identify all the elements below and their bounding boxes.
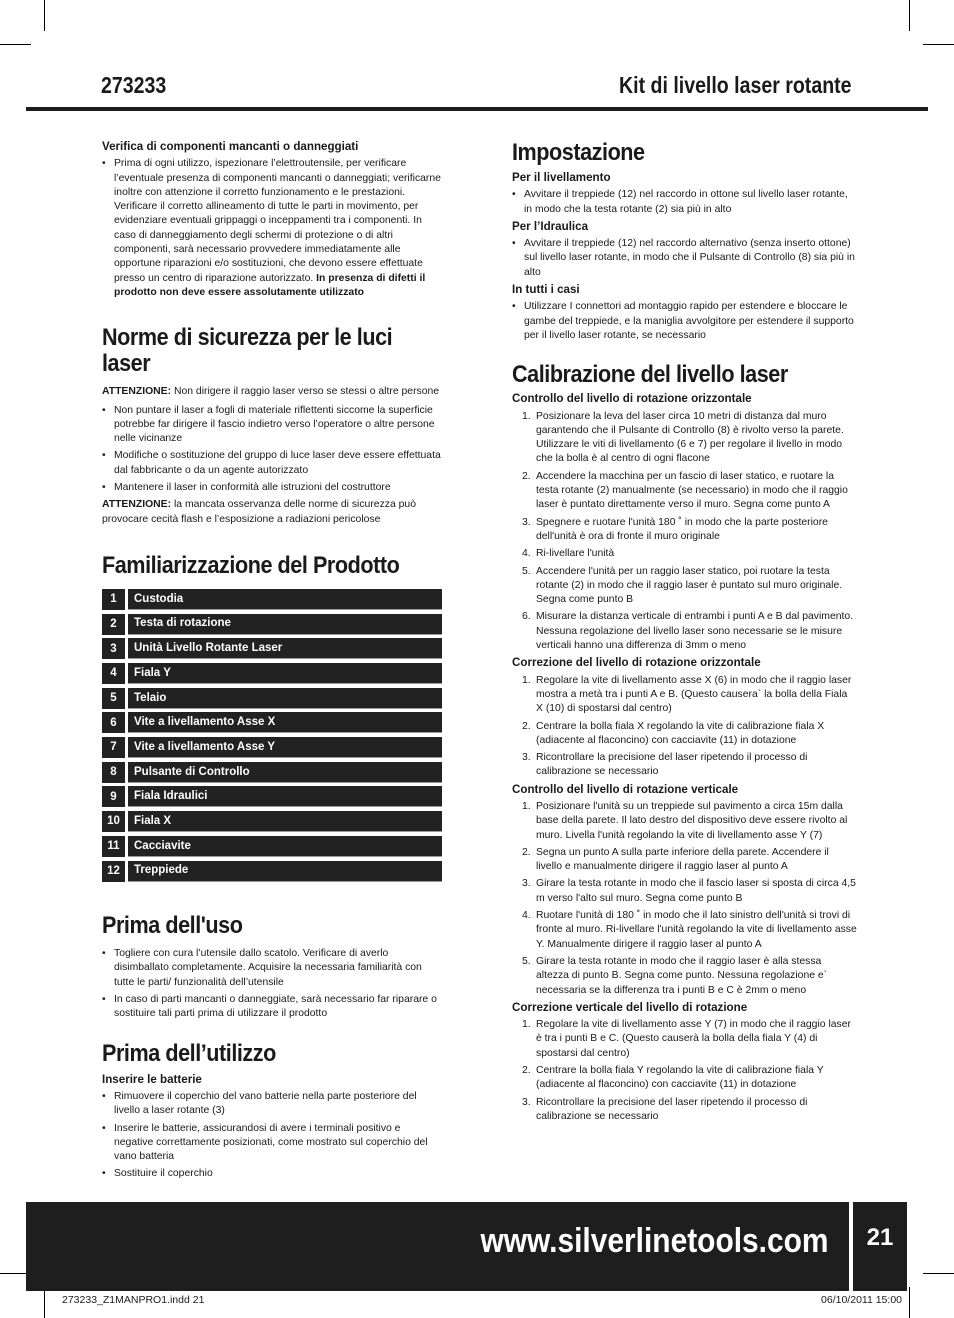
header-rule xyxy=(26,107,928,111)
file-slug: 273233_Z1MANPRO1.indd 21 xyxy=(62,1294,205,1306)
page-title: Kit di livello laser rotante xyxy=(619,72,852,98)
calibration-steps xyxy=(512,1018,857,1124)
table-row: 8 Pulsante di Controllo xyxy=(102,762,442,783)
batteries-subtitle: Inserire le batterie xyxy=(102,1072,202,1086)
list-item: 1. Regolare la vite di livellamento asse X (6) in modo che il raggio laser mostra a metà tra i punti A e B. (Questo causera` la bolla della Fiala X (10) di spostarsi dal centro) xyxy=(522,674,852,715)
list-item: • Avvitare il treppiede (12) nel raccordo alternativo (senza inserto ottone) sul livello laser rotante, in modo che il Pulsante di Controllo (8) sia più in alto xyxy=(512,237,857,280)
safety-list xyxy=(102,404,442,496)
product-number: 273233 xyxy=(101,72,167,98)
setup-heading: Impostazione xyxy=(512,139,645,166)
table-row: 9 Fiala Idraulici xyxy=(102,786,442,807)
crop-mark xyxy=(44,1287,45,1318)
table-row: 10 Fiala X xyxy=(102,811,442,832)
crop-mark xyxy=(44,0,45,31)
crop-mark xyxy=(909,1287,910,1318)
parts-table xyxy=(102,589,442,882)
list-item: 3. Ricontrollare la precisione del laser ripetendo il processo di calibrazione se necessario xyxy=(522,1096,808,1122)
left-column xyxy=(102,140,442,1185)
list-item: 1. Posizionare l'unità su un treppiede sul pavimento a circa 15m dalla base della parete. Il lato destro del dispositivo deve essere rivolto al muro. Livella l'unità regolando la vite di livellamento asse Y (7) xyxy=(522,800,848,841)
website-link[interactable]: www.silverlinetools.com xyxy=(480,1222,829,1260)
check-subtitle: Verifica di componenti mancanti o danneggiati xyxy=(102,140,359,153)
list-item: 2. Centrare la bolla fiala X regolando la vite di calibrazione fiala X (adiacente al flaconcino) con cacciavite (11) in dotazione xyxy=(522,720,825,746)
setup-subtitle: Per il livellamento xyxy=(512,171,611,184)
crop-mark xyxy=(923,44,954,45)
table-row: 7 Vite a livellamento Asse Y xyxy=(102,737,442,758)
list-item: 6. Misurare la distanza verticale di entrambi i punti A e B dal pavimento. Nessuna regolazione del livello laser sono necessarie se le misure verticali hanno una differenza di 3mm o meno xyxy=(522,611,854,652)
setup-list xyxy=(512,237,857,280)
check-list xyxy=(102,157,442,300)
calibration-subtitle: Correzione del livello di rotazione orizzontale xyxy=(512,656,761,670)
crop-mark xyxy=(909,0,910,31)
setup-subtitle: Per l’Idraulica xyxy=(512,219,589,233)
table-row: 6 Vite a livellamento Asse X xyxy=(102,712,442,733)
list-item: 4. Ruotare l'unità di 180 ˚ in modo che il lato sinistro dell'unità si trovi di fronte al muro. Ri-livellare l'unità regolando la vite di livellamento asse Y. Manualmente dirigere il raggio laser al punto A xyxy=(522,910,857,950)
safety-warning: ATTENZIONE: Non dirigere il raggio laser verso se stessi o altre persone xyxy=(102,386,440,398)
table-row: 5 Telaio xyxy=(102,688,442,709)
list-item: 2. Segna un punto A sulla parte inferiore della parete. Accendere il livello e manualmente dirigere il raggio laser al punto A xyxy=(522,846,829,873)
calibration-heading: Calibrazione del livello laser xyxy=(512,361,788,389)
list-item: • Rimuovere il coperchio del vano batterie nella parte posteriore del livello a laser rotante (3) xyxy=(102,1090,442,1119)
calibration-subtitle: Controllo del livello di rotazione verticale xyxy=(512,782,739,796)
list-item: 2. Accendere la macchina per un fascio di laser statico, e ruotare la testa rotante (2) manualmente (se necessario) in modo che il raggio laser è puntato direttamente verso il muro. Segna come punto A xyxy=(522,470,848,511)
crop-mark xyxy=(923,1273,954,1274)
list-item: 5. Accendere l'unità per un raggio laser statico, poi ruotare la testa rotante (2) in modo che il raggio laser è puntato sul muro originale. Segna come punto B xyxy=(522,565,843,606)
list-item: • Non puntare il laser a fogli di materiale riflettenti siccome la superficie potrebbe far dirigere il fascio indietro verso l’operatore o altre persone nelle vicinanze xyxy=(102,404,442,447)
calibration-subtitle: Correzione verticale del livello di rotazione xyxy=(512,1000,748,1014)
list-item: • Modifiche o sostituzione del gruppo di luce laser deve essere effettuata dal fabbricante o da un agente autorizzato xyxy=(102,449,442,478)
setup-list xyxy=(512,188,857,217)
list-item: 3. Girare la testa rotante in modo che il fascio laser si sposta di circa 4,5 m verso l'alto sul muro. Segna come punto B xyxy=(522,878,856,904)
table-row: 4 Fiala Y xyxy=(102,663,442,684)
safety-heading: Norme di sicurezza per le luci laser xyxy=(102,324,393,378)
table-row: 1 Custodia xyxy=(102,589,442,610)
safety-warning: ATTENZIONE: la mancata osservanza delle norme di sicurezza può provocare cecità flash e l’esposizione a radiazioni pericolose xyxy=(102,499,416,525)
list-item: 1. Regolare la vite di livellamento asse Y (7) in modo che il raggio laser è tra i punti B e C. (Questo causerà la bolla della fiala Y (4) di spostarsi dal centro) xyxy=(522,1019,851,1059)
product-heading: Familiarizzazione del Prodotto xyxy=(102,551,400,579)
calibration-steps xyxy=(512,674,857,780)
table-row: 3 Unità Livello Rotante Laser xyxy=(102,638,442,659)
setup-subtitle: In tutti i casi xyxy=(512,283,580,297)
setup-list xyxy=(512,300,857,343)
list-item: • Togliere con cura l’utensile dallo scatolo. Verificare di averlo disimballato completamente. Acquisire la necessaria familiarità con tutte le parti/ funzionalità dell’utensile xyxy=(102,947,442,990)
list-item: 3. Spegnere e ruotare l'unità 180 ˚ in modo che la parte posteriore dell'unità è ora di fronte il muro originale xyxy=(522,516,828,542)
list-item: 5. Girare la testa rotante in modo che il raggio laser è alla stessa altezza di punto B. Segna come punto. Nessuna regolazione e` necessaria se la differenza tra i punti B e C è 2mm o meno xyxy=(522,955,828,996)
list-item: • Utilizzare I connettori ad montaggio rapido per estendere e bloccare le gambe del treppiede, e la maniglia avvolgitore per estendere il supporto per il livello laser rotante, se necessario xyxy=(512,300,857,343)
table-row: 11 Cacciavite xyxy=(102,836,442,857)
list-item: 4. Ri-livellare l'unità xyxy=(522,548,615,560)
list-item: 3. Ricontrollare la precisione del laser ripetendo il processo di calibrazione se necessario xyxy=(522,752,808,778)
date-slug: 06/10/2011 15:00 xyxy=(821,1294,902,1306)
calibration-steps xyxy=(512,410,857,654)
crop-mark xyxy=(0,44,31,45)
list-item: • Inserire le batterie, assicurandosi di avere i terminali positivo e negative correttamente posizionati, come mostrato sul coperchio del vano batteria xyxy=(102,1122,442,1165)
list-item: • Avvitare il treppiede (12) nel raccordo in ottone sul livello laser rotante, in modo che la testa rotante (2) sia più in alto xyxy=(512,188,857,217)
before-use-heading: Prima dell'uso xyxy=(102,912,243,940)
table-row: 2 Testa di rotazione xyxy=(102,614,442,635)
calibration-subtitle: Controllo del livello di rotazione orizzontale xyxy=(512,392,752,406)
batteries-list xyxy=(102,1090,442,1182)
before-using-heading: Prima dell’utilizzo xyxy=(102,1039,276,1067)
list-item: • Mantenere il laser in conformità alle istruzioni del costruttore xyxy=(102,481,442,495)
right-column xyxy=(512,140,857,1127)
footer-bar xyxy=(26,1202,849,1291)
list-item: • Sostituire il coperchio xyxy=(102,1167,442,1181)
list-item: 2. Centrare la bolla fiala Y regolando la vite di calibrazione fiala Y (adiacente al flaconcino) con cacciavite (11) in dotazione xyxy=(522,1065,824,1091)
calibration-steps xyxy=(512,800,857,998)
list-item: 1. Posizionare la leva del laser circa 10 metri di distanza dal muro garantendo che il Pulsante di Controllo (8) è rivolto verso la parete. Utilizzare le viti di livellamento (6 e 7) per regolare il livello in modo che la bolla è al centro di ogni flacone xyxy=(522,410,844,465)
table-row: 12 Treppiede xyxy=(102,861,442,882)
list-item: • Prima di ogni utilizzo, ispezionare l’elettroutensile, per verificare l’eventuale presenza di componenti mancanti o danneggiati; verificarne inoltre con attenzione il corretto funzionamento e le prestazioni. Verificare il corretto allineamento di tutte le parti in movimento, per evidenziare eventuali grippaggi o inceppamenti tra i componenti. In caso di danneggiamento degli schermi di protezione o di altri componenti, sarà necessario provvedere immediatamente alle opportune riparazioni e/o sostituzioni, che devono essere effettuate presso un centro di riparazione autorizzato. In presenza di difetti il prodotto non deve essere assolutamente utilizzato xyxy=(102,157,442,300)
list-item: • In caso di parti mancanti o danneggiate, sarà necessario far riparare o sostituire tali parti prima di utilizzare il prodotto xyxy=(102,993,442,1022)
before-use-list xyxy=(102,947,442,1021)
page-number: 21 xyxy=(853,1202,907,1291)
